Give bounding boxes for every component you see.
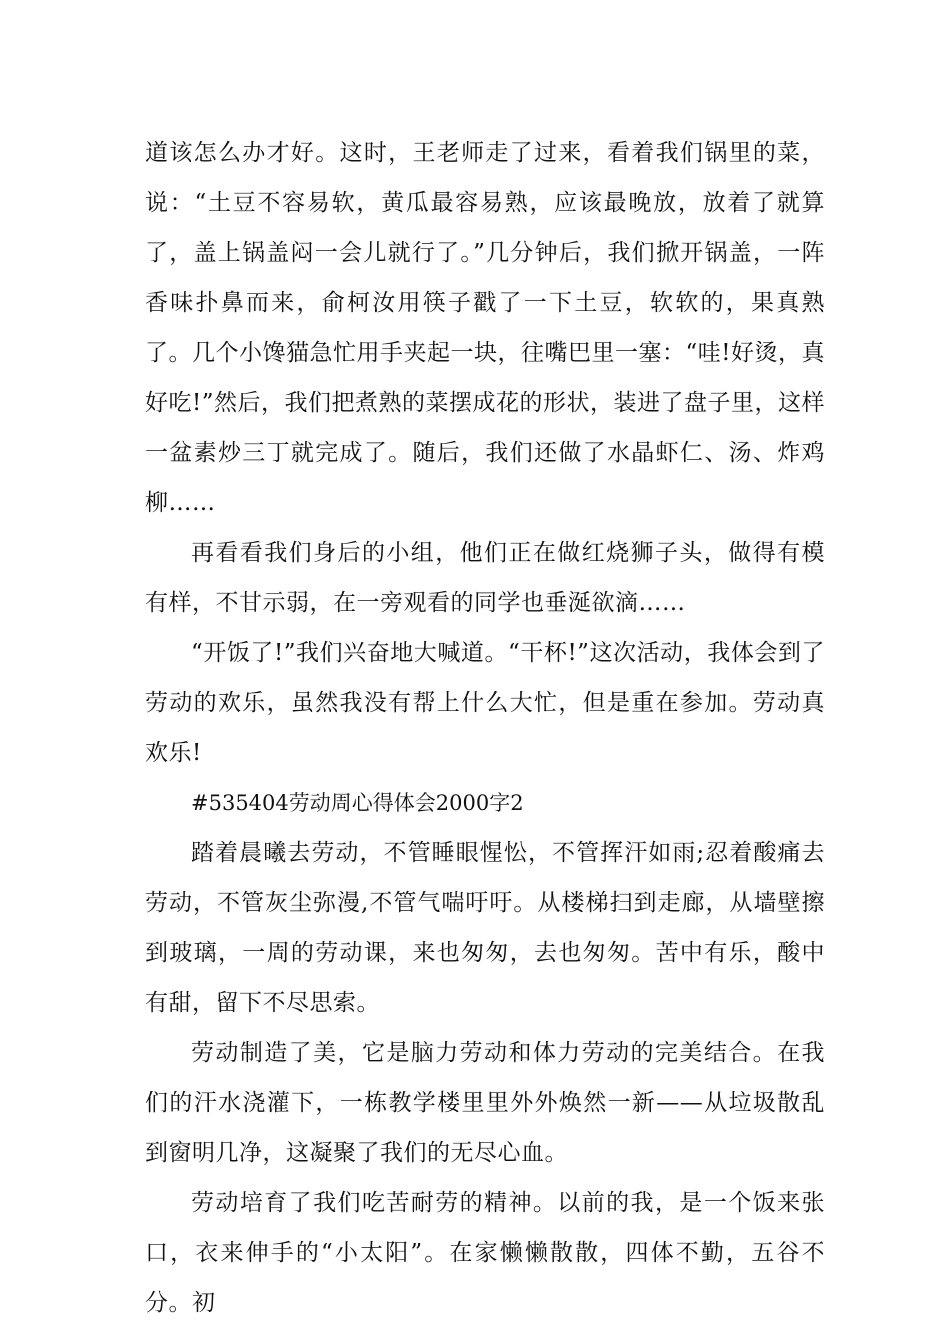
paragraph-morning-labor: 踏着晨曦去劳动，不管睡眼惺忪，不管挥汗如雨;忍着酸痛去劳动，不管灰尘弥漫,不管气喘吁吁。从楼梯扫到走廊，从墙壁擦到玻璃，一周的劳动课，来也匆匆，去也匆匆。苦中有乐，酸中有甜，留下不尽思索。	[145, 840, 825, 1016]
section-heading: #535404劳动周心得体会2000字2	[191, 791, 524, 815]
paragraph-other-group: 再看看我们身后的小组，他们正在做红烧狮子头，做得有模有样，不甘示弱，在一旁观看的同学也垂涎欲滴……	[145, 540, 825, 616]
paragraph-hardworking-spirit: 劳动培育了我们吃苦耐劳的精神。以前的我，是一个饭来张口，衣来伸手的“小太阳”。在家懒懒散散，四体不勤，五谷不分。初	[145, 1190, 825, 1316]
paragraph-cooking-continuation: 道该怎么办才好。这时，王老师走了过来，看着我们锅里的菜，说：“土豆不容易软，黄瓜最容易熟，应该最晚放，放着了就算了，盖上锅盖闷一会儿就行了。”几分钟后，我们掀开锅盖，一阵香味扑鼻而来，俞柯汝用筷子戳了一下土豆，软软的，果真熟了。几个小馋猫急忙用手夹起一块，往嘴巴里一塞：“哇!好烫，真好吃!”然后，我们把煮熟的菜摆成花的形状，装进了盘子里，这样一盆素炒三丁就完成了。随后，我们还做了水晶虾仁、汤、炸鸡柳……	[145, 140, 826, 516]
paragraph-dinner-time: “开饭了!”我们兴奋地大喊道。“干杯!”这次活动，我体会到了劳动的欢乐，虽然我没有帮上什么大忙，但是重在参加。劳动真欢乐!	[145, 640, 825, 766]
document-body	[145, 128, 825, 1328]
paragraph-labor-creates-beauty: 劳动制造了美，它是脑力劳动和体力劳动的完美结合。在我们的汗水浇灌下，一栋教学楼里里外外焕然一新——从垃圾散乱到窗明几净，这凝聚了我们的无尽心血。	[145, 1040, 825, 1166]
